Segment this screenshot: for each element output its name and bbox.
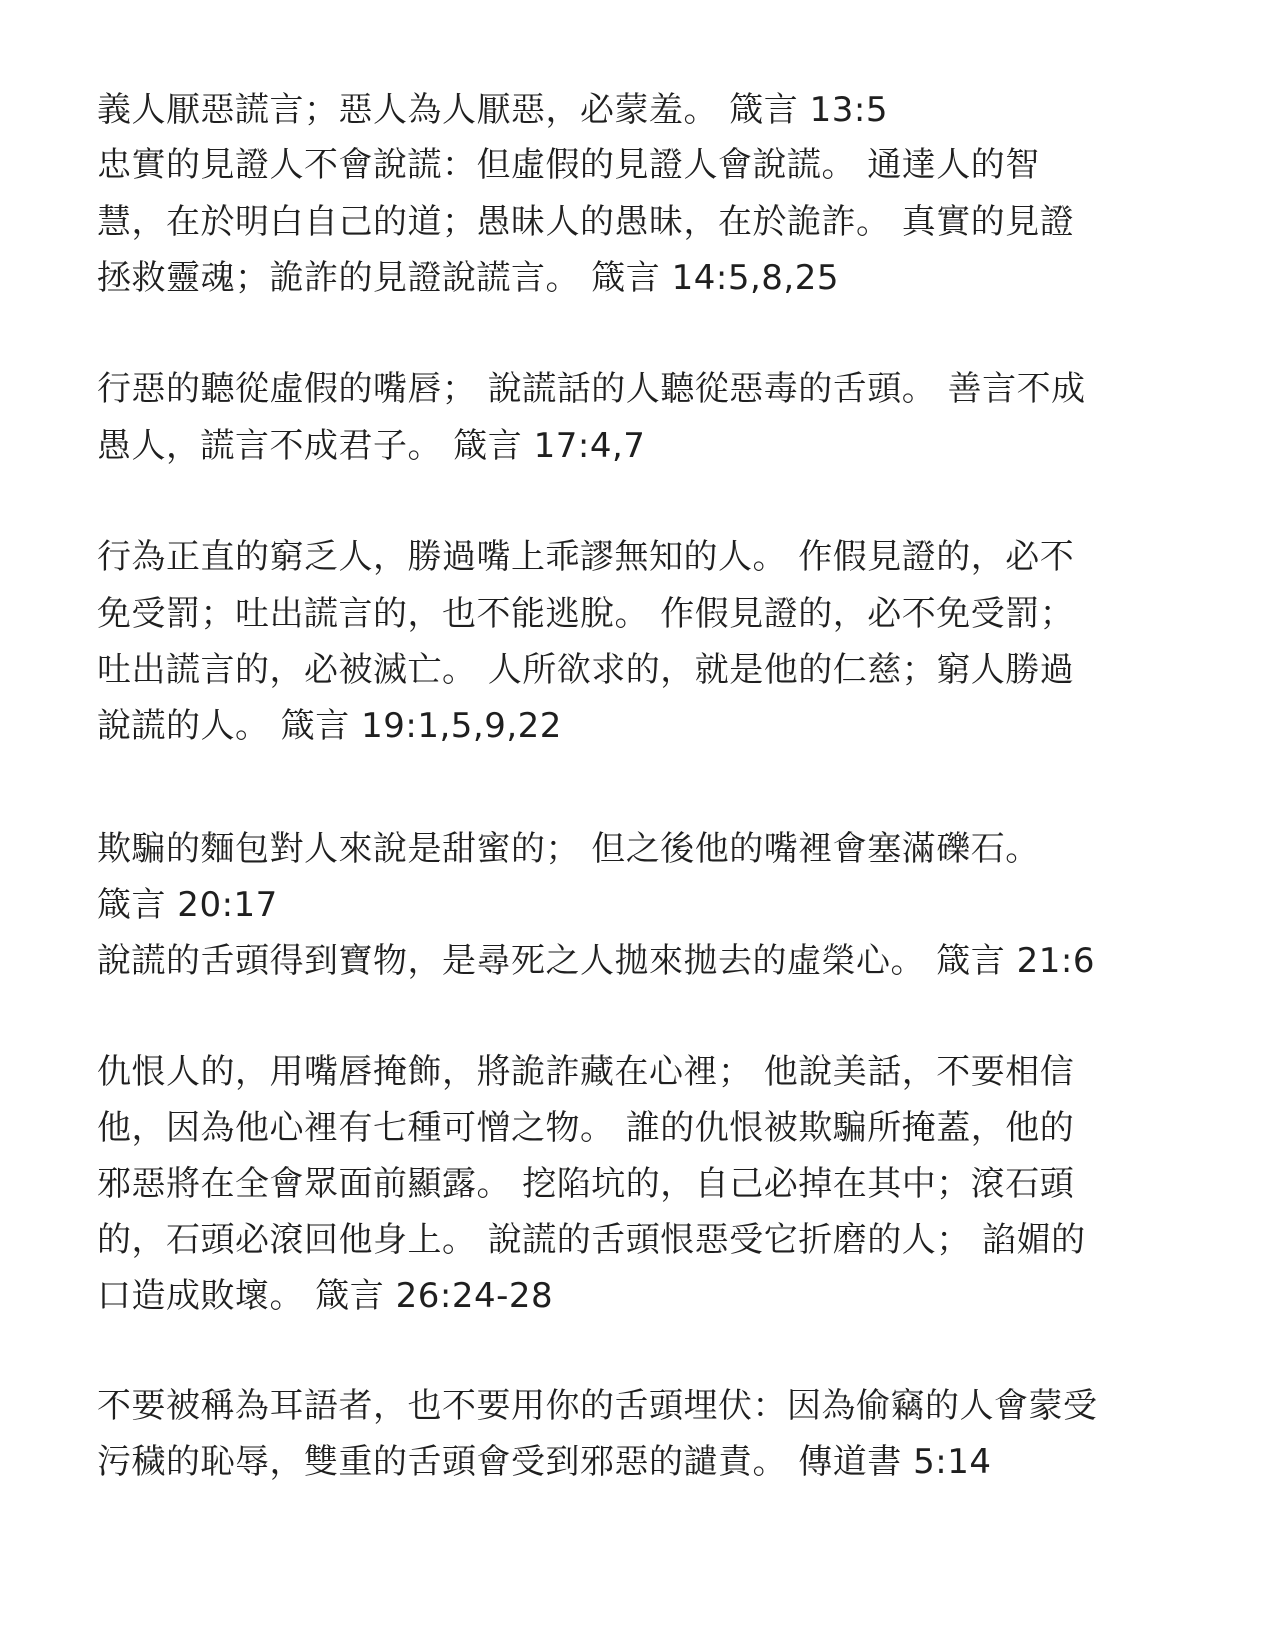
text-line: 欺騙的麵包對人來說是甜蜜的； 但之後他的嘴裡會塞滿礫石。 xyxy=(97,829,1040,869)
text-line: 說謊的人。 箴言 19:1,5,9,22 xyxy=(97,706,562,746)
text-line: 他，因為他心裡有七種可憎之物。 誰的仇恨被欺騙所掩蓋，他的 xyxy=(97,1108,1075,1148)
text-line: 忠實的見證人不會說謊：但虛假的見證人會說謊。 通達人的智 xyxy=(97,145,1040,185)
text-line: 吐出謊言的，必被滅亡。 人所欲求的，就是他的仁慈；窮人勝過 xyxy=(97,650,1075,690)
text-line: 的，石頭必滾回他身上。 說謊的舌頭恨惡受它折磨的人； 諂媚的 xyxy=(97,1220,1086,1260)
text-line: 說謊的舌頭得到寶物，是尋死之人拋來拋去的虛榮心。 箴言 21:6 xyxy=(97,941,1095,981)
text-line: 義人厭惡謊言；惡人為人厭惡，必蒙羞。 箴言 13:5 xyxy=(97,90,888,130)
text-line: 愚人，謊言不成君子。 箴言 17:4,7 xyxy=(97,426,646,466)
text-line: 行惡的聽從虛假的嘴唇； 說謊話的人聽從惡毒的舌頭。 善言不成 xyxy=(97,369,1086,409)
text-line: 行為正直的窮乏人，勝過嘴上乖謬無知的人。 作假見證的，必不 xyxy=(97,537,1075,577)
text-line: 拯救靈魂；詭詐的見證說謊言。 箴言 14:5,8,25 xyxy=(97,258,839,298)
text-line: 污穢的恥辱，雙重的舌頭會受到邪惡的譴責。 傳道書 5:14 xyxy=(97,1442,992,1482)
text-line: 免受罰；吐出謊言的，也不能逃脫。 作假見證的，必不免受罰； xyxy=(97,594,1075,634)
text-line: 箴言 20:17 xyxy=(97,885,278,925)
text-line: 不要被稱為耳語者，也不要用你的舌頭埋伏：因為偷竊的人會蒙受 xyxy=(97,1386,1098,1426)
text-line: 仇恨人的，用嘴唇掩飾，將詭詐藏在心裡； 他說美話，不要相信 xyxy=(97,1052,1075,1092)
text-line: 慧，在於明白自己的道；愚昧人的愚昧，在於詭詐。 真實的見證 xyxy=(97,202,1075,242)
text-line: 邪惡將在全會眾面前顯露。 挖陷坑的，自己必掉在其中；滾石頭 xyxy=(97,1164,1075,1204)
text-line: 口造成敗壞。 箴言 26:24-28 xyxy=(97,1276,554,1316)
